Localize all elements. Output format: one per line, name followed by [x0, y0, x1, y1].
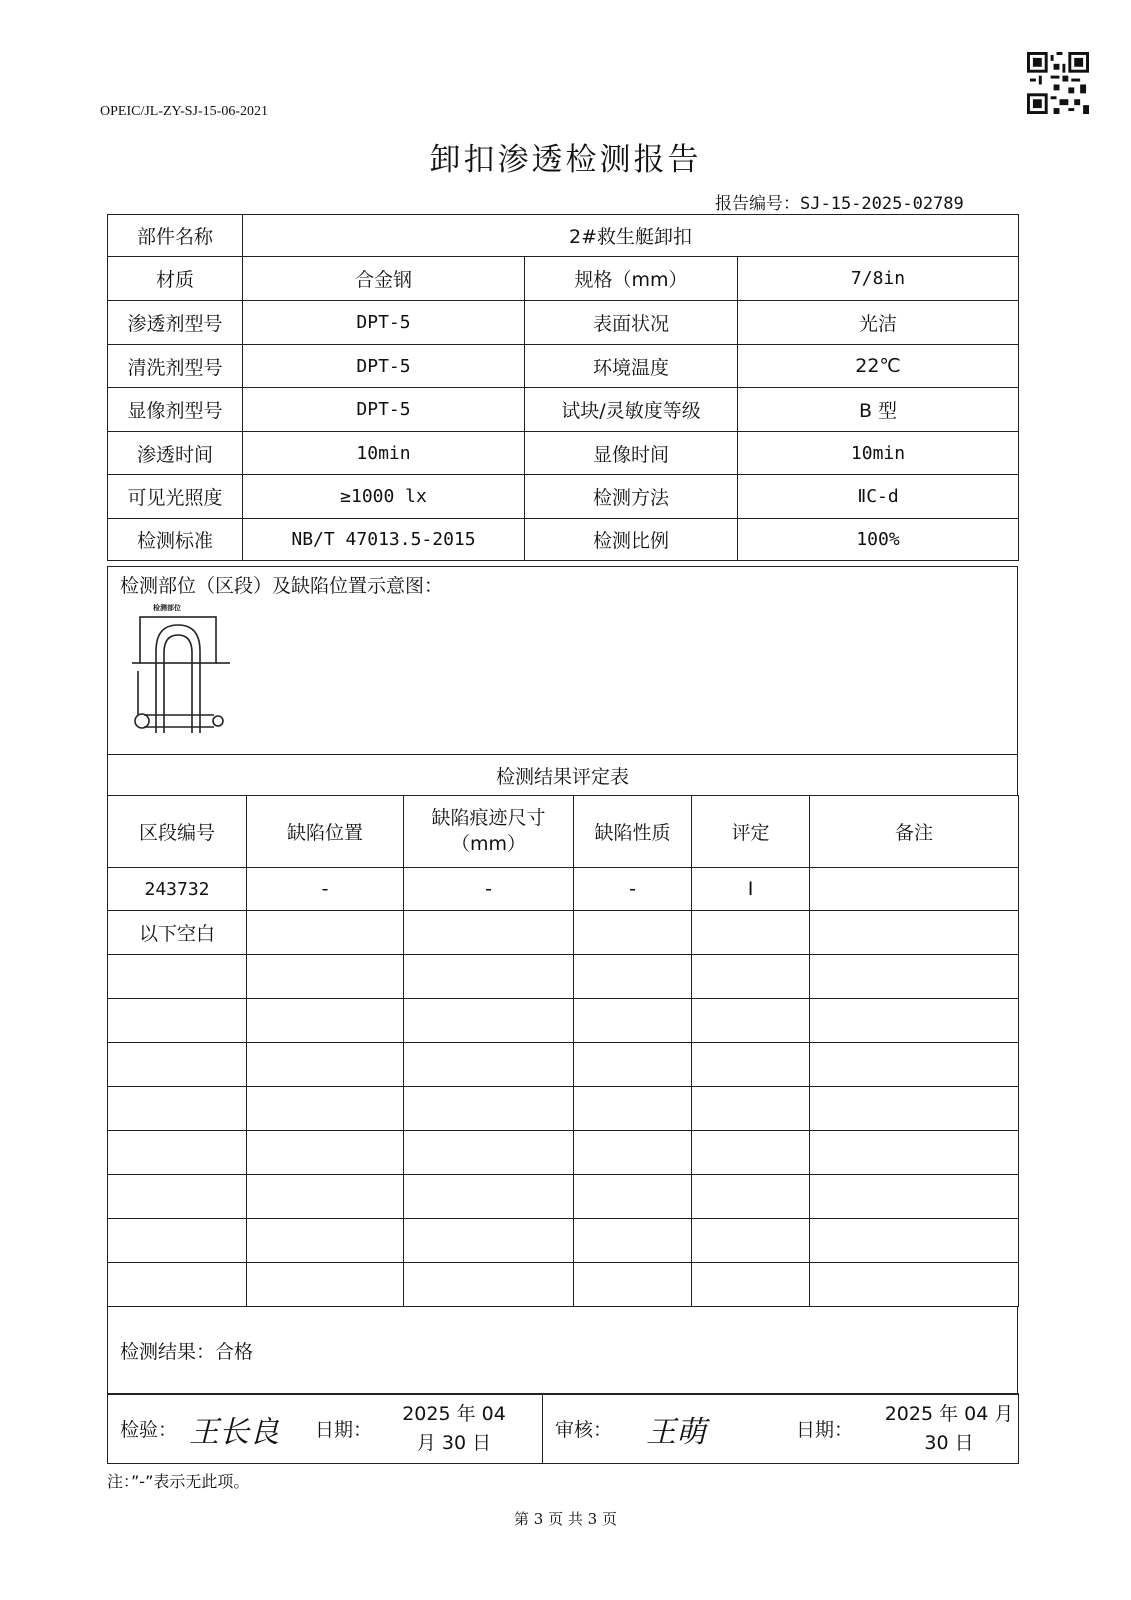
table-cell [404, 911, 574, 955]
inspector-signature: 王长良 [189, 1414, 280, 1450]
table-row [108, 519, 1019, 561]
field-label: 试块/灵敏度等级 [525, 388, 738, 432]
table-cell [692, 1131, 810, 1175]
field-value: ⅡC-d [738, 475, 1019, 519]
table-row [108, 755, 1018, 796]
shackle-diagram [130, 611, 240, 741]
table-cell [247, 911, 404, 955]
field-label: 渗透剂型号 [108, 301, 243, 345]
table-cell [404, 1043, 574, 1087]
table-cell [810, 1087, 1019, 1131]
table-cell [692, 1043, 810, 1087]
table-cell [247, 999, 404, 1043]
table-row [108, 1307, 1018, 1395]
field-label: 检测标准 [108, 519, 243, 561]
part-name-value: 2#救生艇卸扣 [243, 215, 1019, 257]
table-cell [247, 1175, 404, 1219]
table-cell [574, 911, 692, 955]
table-cell: - [574, 868, 692, 911]
table-cell: 以下空白 [108, 911, 247, 955]
field-value: ≥1000 lx [243, 475, 525, 519]
diagram-cell [108, 567, 1018, 755]
table-cell [574, 1219, 692, 1263]
field-label: 显像时间 [525, 432, 738, 475]
field-label: 清洗剂型号 [108, 345, 243, 388]
table-cell [108, 955, 247, 999]
table-row [108, 1175, 1019, 1219]
table-cell [108, 1087, 247, 1131]
report-number [715, 189, 964, 214]
table-cell [810, 868, 1019, 911]
table-cell: 243732 [108, 868, 247, 911]
table-cell [692, 1087, 810, 1131]
diagram-table [107, 566, 1018, 796]
report-number-label: 报告编号： [715, 194, 800, 214]
info-table [107, 214, 1019, 561]
table-cell [574, 1175, 692, 1219]
table-cell [810, 955, 1019, 999]
reviewer-signature: 王萌 [646, 1414, 707, 1450]
table-cell [108, 999, 247, 1043]
table-cell [108, 1219, 247, 1263]
table-row [108, 1131, 1019, 1175]
part-name-label: 部件名称 [108, 215, 243, 257]
field-value: 22℃ [738, 345, 1019, 388]
conclusion-table [107, 1306, 1018, 1395]
table-cell [810, 1263, 1019, 1307]
column-header: 评定 [692, 796, 810, 868]
column-header: 备注 [810, 796, 1019, 868]
field-value: 100% [738, 519, 1019, 561]
field-value: 10min [243, 432, 525, 475]
column-header: 区段编号 [108, 796, 247, 868]
field-value: DPT-5 [243, 388, 525, 432]
table-cell [404, 1219, 574, 1263]
field-label: 渗透时间 [108, 432, 243, 475]
table-row [108, 911, 1019, 955]
table-cell [810, 911, 1019, 955]
table-cell [574, 1043, 692, 1087]
table-cell [692, 1175, 810, 1219]
table-cell [404, 1175, 574, 1219]
diagram-heading: 检测部位（区段）及缺陷位置示意图： [120, 575, 444, 597]
field-value: B 型 [738, 388, 1019, 432]
table-row [108, 215, 1019, 257]
table-cell [404, 1131, 574, 1175]
table-cell [574, 955, 692, 999]
table-row [108, 1219, 1019, 1263]
table-row [108, 475, 1019, 519]
table-cell [574, 1087, 692, 1131]
table-cell [692, 911, 810, 955]
table-row [108, 1087, 1019, 1131]
table-header-row [108, 796, 1019, 868]
table-row [108, 1043, 1019, 1087]
table-row [108, 388, 1019, 432]
reviewer-cell [543, 1394, 1019, 1464]
table-cell [404, 999, 574, 1043]
field-label: 检测方法 [525, 475, 738, 519]
table-cell [404, 1087, 574, 1131]
footnote: 注：”-”表示无此项。 [107, 1472, 250, 1491]
table-row [108, 345, 1019, 388]
table-cell [692, 1219, 810, 1263]
table-cell: - [247, 868, 404, 911]
table-cell [247, 1131, 404, 1175]
signoff-table [107, 1393, 1019, 1464]
conclusion-text: 检测结果：合格 [108, 1307, 1018, 1395]
column-header: 缺陷痕迹尺寸（mm） [404, 796, 574, 868]
table-cell [247, 955, 404, 999]
table-row [108, 301, 1019, 345]
inspector-cell [108, 1394, 543, 1464]
review-date: 2025 年 04 月 30 日 [884, 1403, 1014, 1454]
field-value: 光洁 [738, 301, 1019, 345]
table-row [108, 432, 1019, 475]
field-label: 可见光照度 [108, 475, 243, 519]
inspect-date: 2025 年 04 月 30 日 [402, 1403, 506, 1454]
field-label: 检测比例 [525, 519, 738, 561]
field-label: 表面状况 [525, 301, 738, 345]
results-title: 检测结果评定表 [108, 755, 1018, 796]
table-cell [247, 1263, 404, 1307]
table-cell [810, 999, 1019, 1043]
table-cell [810, 1131, 1019, 1175]
date-label: 日期： [315, 1419, 373, 1441]
results-table [107, 795, 1019, 1307]
table-row [108, 1263, 1019, 1307]
table-row [108, 1394, 1019, 1464]
table-cell [404, 955, 574, 999]
table-cell [108, 1043, 247, 1087]
table-cell [108, 1131, 247, 1175]
table-cell: I [692, 868, 810, 911]
table-cell: - [404, 868, 574, 911]
page-number: 第 3 页 共 3 页 [514, 1510, 617, 1528]
table-cell [108, 1263, 247, 1307]
report-number-value: SJ-15-2025-02789 [800, 194, 964, 214]
field-label: 规格（mm） [525, 257, 738, 301]
table-cell [692, 999, 810, 1043]
table-row [108, 868, 1019, 911]
field-value: 合金钢 [243, 257, 525, 301]
field-value: DPT-5 [243, 345, 525, 388]
table-row [108, 257, 1019, 301]
field-value: NB/T 47013.5-2015 [243, 519, 525, 561]
document-code: OPEIC/JL-ZY-SJ-15-06-2021 [100, 104, 268, 119]
column-header: 缺陷性质 [574, 796, 692, 868]
qr-code-icon [1027, 52, 1089, 114]
diagram-label: 检测部位 [153, 604, 181, 612]
field-value: DPT-5 [243, 301, 525, 345]
table-cell [810, 1219, 1019, 1263]
table-cell [108, 1175, 247, 1219]
table-cell [574, 999, 692, 1043]
table-cell [692, 1263, 810, 1307]
table-cell [247, 1043, 404, 1087]
table-row [108, 999, 1019, 1043]
table-row [108, 567, 1018, 755]
reviewer-label: 审核： [555, 1419, 613, 1441]
field-label: 材质 [108, 257, 243, 301]
table-cell [574, 1131, 692, 1175]
table-cell [692, 955, 810, 999]
field-value: 10min [738, 432, 1019, 475]
table-cell [574, 1263, 692, 1307]
field-label: 显像剂型号 [108, 388, 243, 432]
date-label: 日期： [796, 1419, 854, 1441]
table-cell [247, 1087, 404, 1131]
table-cell [247, 1219, 404, 1263]
table-cell [810, 1175, 1019, 1219]
table-row [108, 955, 1019, 999]
page-title: 卸扣渗透检测报告 [429, 142, 702, 178]
column-header: 缺陷位置 [247, 796, 404, 868]
table-cell [810, 1043, 1019, 1087]
inspector-label: 检验： [120, 1419, 178, 1441]
field-value: 7/8in [738, 257, 1019, 301]
field-label: 环境温度 [525, 345, 738, 388]
table-cell [404, 1263, 574, 1307]
